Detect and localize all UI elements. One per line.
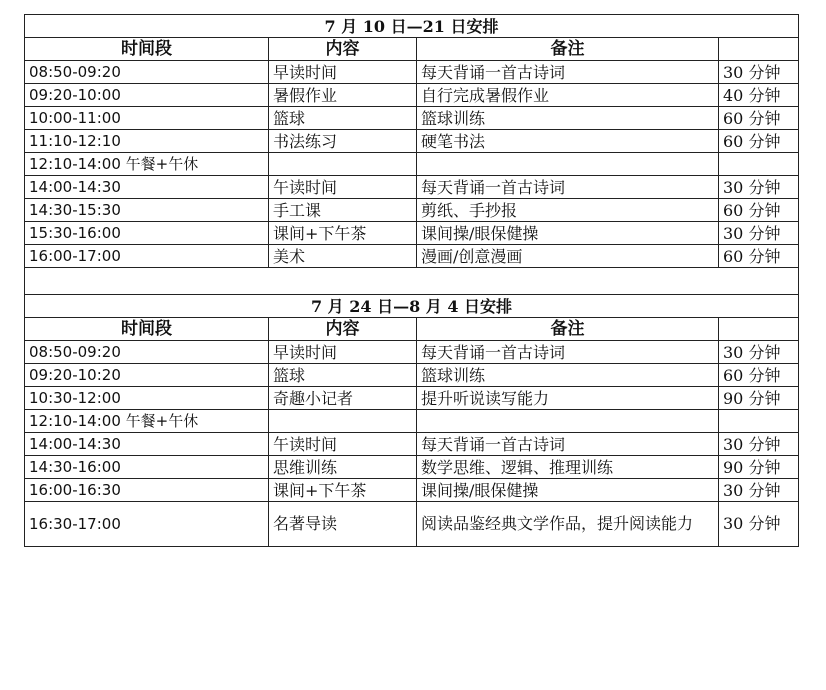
header-content: 内容: [269, 318, 417, 341]
duration-cell: [719, 410, 799, 433]
time-cell: 14:00-14:30: [25, 176, 269, 199]
note-cell: 数学思维、逻辑、推理训练: [417, 456, 719, 479]
note-cell: [417, 153, 719, 176]
section-title: 7 月 10 日—21 日安排: [25, 15, 799, 38]
content-cell: 书法练习: [269, 130, 417, 153]
header-time: 时间段: [25, 38, 269, 61]
content-cell: 午读时间: [269, 433, 417, 456]
time-cell: 15:30-16:00: [25, 222, 269, 245]
note-cell: 篮球训练: [417, 107, 719, 130]
table-row: [25, 199, 799, 222]
time-cell: 14:30-16:00: [25, 456, 269, 479]
time-cell: 08:50-09:20: [25, 61, 269, 84]
time-cell: 14:00-14:30: [25, 433, 269, 456]
duration-cell: 60 分钟: [719, 245, 799, 268]
header-duration: [719, 318, 799, 341]
duration-cell: 60 分钟: [719, 107, 799, 130]
content-cell: [269, 153, 417, 176]
note-cell: 剪纸、手抄报: [417, 199, 719, 222]
table-row: [25, 479, 799, 502]
table-row: [25, 341, 799, 364]
section-title-row: [25, 15, 799, 38]
note-cell: 自行完成暑假作业: [417, 84, 719, 107]
duration-cell: 30 分钟: [719, 502, 799, 547]
table-row: [25, 364, 799, 387]
duration-cell: 30 分钟: [719, 222, 799, 245]
time-cell: 10:00-11:00: [25, 107, 269, 130]
header-note: 备注: [417, 318, 719, 341]
content-cell: 手工课: [269, 199, 417, 222]
duration-cell: [719, 153, 799, 176]
time-cell: 09:20-10:20: [25, 364, 269, 387]
note-cell: 课间操/眼保健操: [417, 222, 719, 245]
time-cell: 12:10-14:00 午餐+午休: [25, 153, 269, 176]
time-cell: 11:10-12:10: [25, 130, 269, 153]
time-cell: 08:50-09:20: [25, 341, 269, 364]
table-row: [25, 153, 799, 176]
header-time: 时间段: [25, 318, 269, 341]
table-row: [25, 61, 799, 84]
content-cell: 课间+下午茶: [269, 222, 417, 245]
time-cell: 16:00-16:30: [25, 479, 269, 502]
table-row: [25, 410, 799, 433]
content-cell: 早读时间: [269, 61, 417, 84]
header-content: 内容: [269, 38, 417, 61]
duration-cell: 30 分钟: [719, 341, 799, 364]
note-cell: 篮球训练: [417, 364, 719, 387]
duration-cell: 60 分钟: [719, 130, 799, 153]
note-cell: 每天背诵一首古诗词: [417, 433, 719, 456]
table-row: [25, 130, 799, 153]
content-cell: 美术: [269, 245, 417, 268]
content-cell: 思维训练: [269, 456, 417, 479]
content-cell: 奇趣小记者: [269, 387, 417, 410]
duration-cell: 60 分钟: [719, 199, 799, 222]
schedule-body: [25, 15, 799, 547]
table-row: [25, 176, 799, 199]
duration-cell: 90 分钟: [719, 387, 799, 410]
time-cell: 09:20-10:00: [25, 84, 269, 107]
section-title-row: [25, 295, 799, 318]
schedule-table: [24, 14, 799, 547]
note-cell: 课间操/眼保健操: [417, 479, 719, 502]
duration-cell: 30 分钟: [719, 61, 799, 84]
content-cell: 午读时间: [269, 176, 417, 199]
note-cell: 每天背诵一首古诗词: [417, 341, 719, 364]
time-cell: 10:30-12:00: [25, 387, 269, 410]
table-row: [25, 456, 799, 479]
content-cell: 名著导读: [269, 502, 417, 547]
content-cell: 篮球: [269, 107, 417, 130]
table-row: [25, 387, 799, 410]
header-row: [25, 38, 799, 61]
note-cell: 硬笔书法: [417, 130, 719, 153]
table-row: [25, 107, 799, 130]
table-row: [25, 433, 799, 456]
duration-cell: 30 分钟: [719, 433, 799, 456]
table-row: [25, 245, 799, 268]
content-cell: 篮球: [269, 364, 417, 387]
table-row: [25, 222, 799, 245]
note-cell: 每天背诵一首古诗词: [417, 61, 719, 84]
duration-cell: 90 分钟: [719, 456, 799, 479]
header-note: 备注: [417, 38, 719, 61]
content-cell: 早读时间: [269, 341, 417, 364]
spacer-cell: [25, 268, 799, 295]
content-cell: [269, 410, 417, 433]
header-duration: [719, 38, 799, 61]
duration-cell: 30 分钟: [719, 479, 799, 502]
note-cell: 提升听说读写能力: [417, 387, 719, 410]
note-cell: 漫画/创意漫画: [417, 245, 719, 268]
time-cell: 16:30-17:00: [25, 502, 269, 547]
table-row: [25, 84, 799, 107]
header-row: [25, 318, 799, 341]
note-cell: 阅读品鉴经典文学作品，提升阅读能力: [417, 502, 719, 547]
section-spacer: [25, 268, 799, 295]
duration-cell: 60 分钟: [719, 364, 799, 387]
note-cell: 每天背诵一首古诗词: [417, 176, 719, 199]
note-cell: [417, 410, 719, 433]
content-cell: 暑假作业: [269, 84, 417, 107]
table-row: [25, 502, 799, 547]
time-cell: 12:10-14:00 午餐+午休: [25, 410, 269, 433]
time-cell: 16:00-17:00: [25, 245, 269, 268]
section-title: 7 月 24 日—8 月 4 日安排: [25, 295, 799, 318]
time-cell: 14:30-15:30: [25, 199, 269, 222]
content-cell: 课间+下午茶: [269, 479, 417, 502]
duration-cell: 30 分钟: [719, 176, 799, 199]
duration-cell: 40 分钟: [719, 84, 799, 107]
